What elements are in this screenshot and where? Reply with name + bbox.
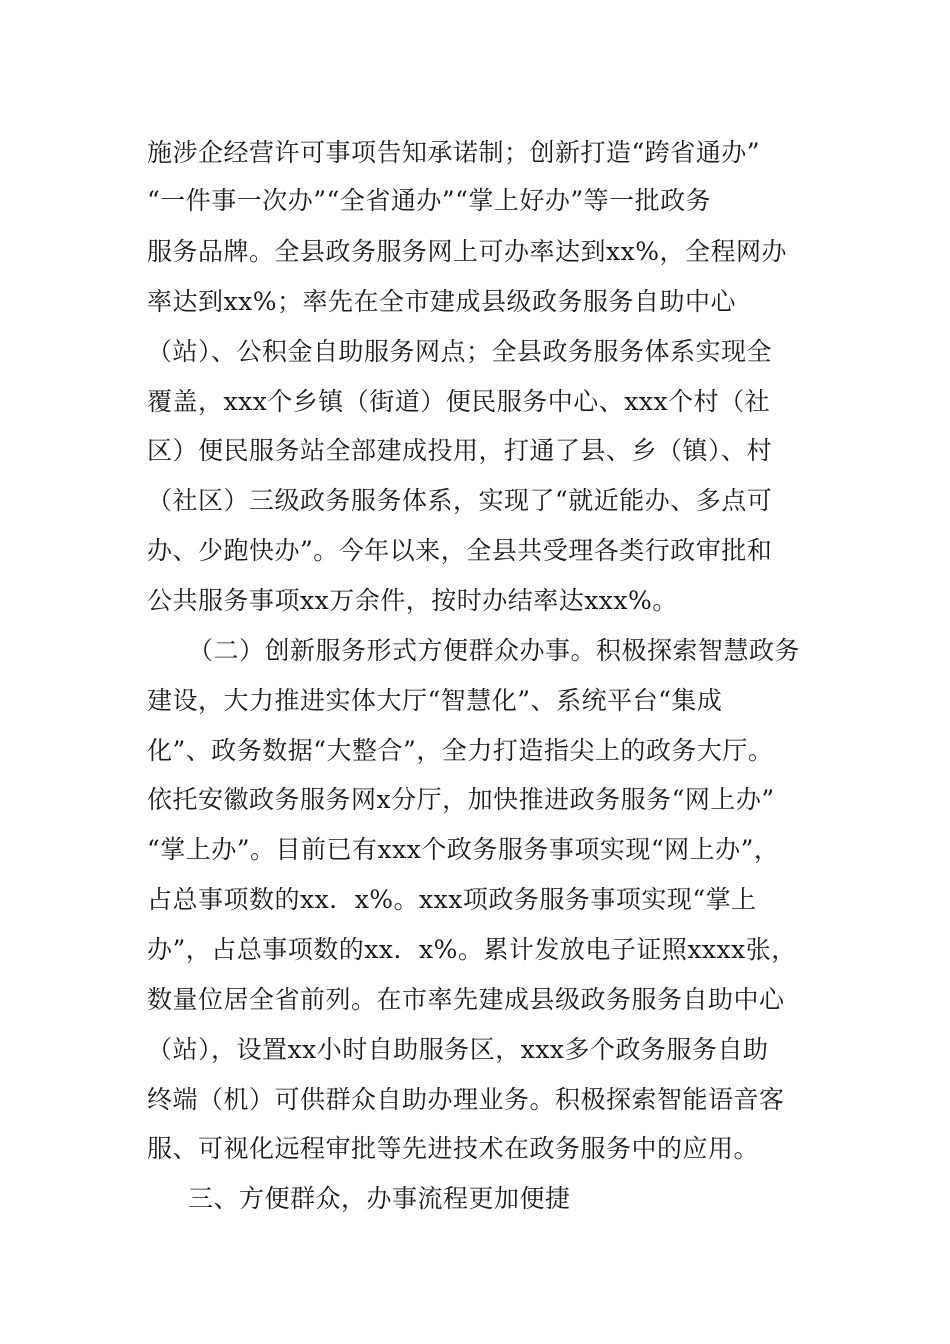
section-heading: 三、方便群众，办事流程更加便捷: [188, 1184, 571, 1213]
text-line: 办、少跑快办”。今年以来，全县共受理各类行政审批和: [147, 536, 773, 565]
text-line: （站）、公积金自助服务网点；全县政务服务体系实现全: [147, 337, 773, 366]
text-line: 率达到xx%；率先在全市建成县级政务服务自助中心: [147, 287, 736, 316]
text-line: 区）便民服务站全部建成投用，打通了县、乡（镇）、村: [147, 436, 773, 465]
text-line: 占总事项数的xx．x%。xxx项政务服务事项实现“掌上: [147, 885, 757, 914]
text-line: （站），设置xx小时自助服务区，xxx多个政务服务自助: [147, 1035, 769, 1064]
text-line: 服、可视化远程审批等先进技术在政务服务中的应用。: [147, 1134, 760, 1163]
text-line: 施涉企经营许可事项告知承诺制；创新打造“跨省通办”: [147, 138, 761, 167]
text-line: 覆盖，xxx个乡镇（街道）便民服务中心、xxx个村（社: [147, 387, 771, 416]
text-line: 公共服务事项xx万余件，按时办结率达xxx%。: [147, 586, 678, 615]
text-line: 服务品牌。全县政务服务网上可办率达到xx%，全程网办: [147, 237, 787, 266]
text-line: （社区）三级政务服务体系，实现了“就近能办、多点可: [147, 486, 773, 515]
paragraph-heading-line: （二）创新服务形式方便群众办事。积极探索智慧政务: [188, 636, 801, 665]
text-line: 建设，大力推进实体大厅“智慧化”、系统平台“集成: [147, 686, 723, 715]
text-line: 依托安徽政务服务网x分厅，加快推进政务服务“网上办”: [147, 785, 775, 814]
text-line: “掌上办”。目前已有xxx个政务服务事项实现“网上办”，: [147, 835, 780, 864]
text-line: 办”，占总事项数的xx．x%。累计发放电子证照xxxx张，: [147, 935, 797, 964]
text-line: “一件事一次办”“全省通办”“掌上好办”等一批政务: [147, 186, 712, 215]
text-line: 化”、政务数据“大整合”，全力打造指尖上的政务大厅。: [147, 736, 774, 765]
text-line: 数量位居全省前列。在市率先建成县级政务服务自助中心: [147, 985, 785, 1014]
text-line: 终端（机）可供群众自助办理业务。积极探索智能语音客: [147, 1085, 785, 1114]
